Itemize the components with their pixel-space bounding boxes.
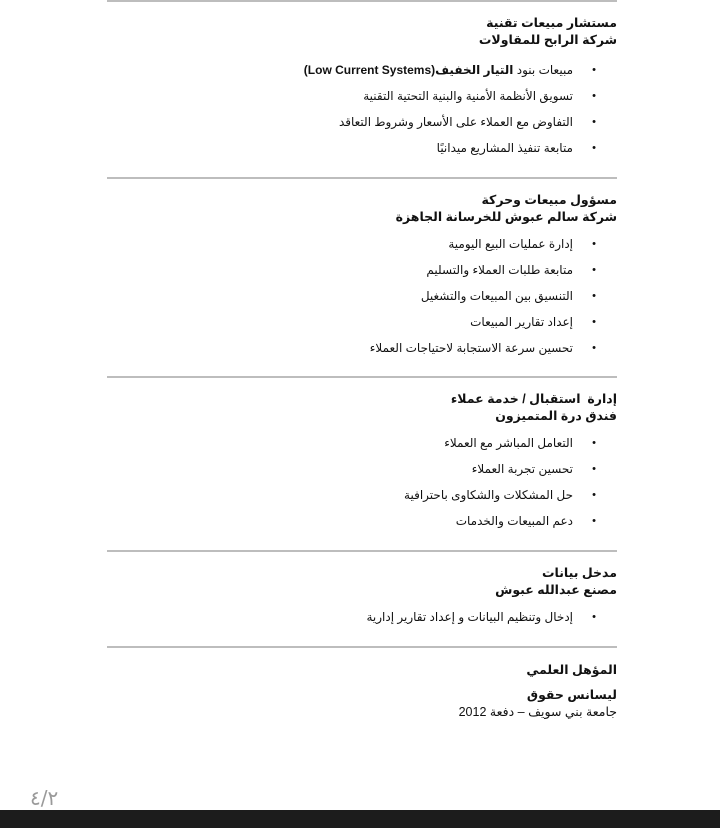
- university-name: جامعة بني سويف – دفعة 2012: [458, 705, 617, 719]
- bullet-icon: •: [592, 437, 596, 449]
- bullet-icon: •: [592, 515, 596, 527]
- degree-title: ليسانس حقوق: [526, 688, 617, 702]
- job-title: إدارة استقبال / خدمة عملاء: [450, 392, 617, 406]
- list-item: [107, 482, 617, 508]
- duties-list: [107, 231, 617, 361]
- item-text: إدخال وتنظيم البيانات و إعداد تقارير إدارية: [366, 610, 573, 624]
- bullet-icon: •: [592, 463, 596, 475]
- list-item: [107, 604, 617, 630]
- bottom-bar: [0, 810, 720, 828]
- list-item: [107, 257, 617, 283]
- company-name: مصنع عبدالله عبوش: [495, 583, 617, 597]
- bullet-icon: •: [592, 264, 596, 276]
- company-name: فندق درة المتميزون: [495, 409, 617, 423]
- item-text: تسويق الأنظمة الأمنية والبنية التحتية التقنية: [363, 89, 573, 103]
- bullet-icon: •: [592, 238, 596, 250]
- job-section: [107, 552, 617, 630]
- job-section: [107, 378, 617, 534]
- bullet-icon: •: [592, 290, 596, 302]
- list-item: [107, 508, 617, 534]
- education-section: [107, 662, 617, 721]
- list-item: [107, 231, 617, 257]
- list-item: [107, 57, 617, 83]
- job-section: [107, 2, 617, 161]
- company-name: شركة سالم عبوش للخرسانة الجاهزة: [395, 210, 617, 224]
- bullet-icon: •: [592, 116, 596, 128]
- job-section: [107, 179, 617, 361]
- job-title: مستشار مبيعات تقنية: [486, 16, 617, 30]
- item-text: التفاوض مع العملاء على الأسعار وشروط التعاقد: [338, 115, 573, 129]
- bullet-icon: •: [592, 90, 596, 102]
- page-number: ٤/٢: [30, 786, 59, 810]
- job-title: مسؤول مبيعات وحركة: [481, 193, 617, 207]
- item-text: التنسيق بين المبيعات والتشغيل: [420, 289, 573, 303]
- item-text: متابعة طلبات العملاء والتسليم: [426, 263, 573, 277]
- bullet-icon: •: [592, 316, 596, 328]
- bullet-icon: •: [592, 611, 596, 623]
- education-heading: المؤهل العلمي: [526, 663, 617, 677]
- item-bold-text: التيار الخفيف: [435, 63, 514, 77]
- section-divider: [107, 646, 617, 648]
- list-item: [107, 135, 617, 161]
- bullet-icon: •: [592, 64, 596, 76]
- duties-list: [107, 430, 617, 534]
- company-name: شركة الرابح للمقاولات: [478, 33, 617, 47]
- duties-list: [107, 604, 617, 630]
- list-item: [107, 283, 617, 309]
- bullet-icon: •: [592, 489, 596, 501]
- item-text: إعداد تقارير المبيعات: [470, 315, 573, 329]
- item-text: إدارة عمليات البيع اليومية: [448, 237, 573, 251]
- bullet-icon: •: [592, 142, 596, 154]
- duties-list: [107, 57, 617, 161]
- item-text: حل المشكلات والشكاوى باحترافية: [404, 488, 573, 502]
- job-title: مدخل بيانات: [541, 566, 617, 580]
- list-item: [107, 83, 617, 109]
- list-item: [107, 109, 617, 135]
- bullet-icon: •: [592, 342, 596, 354]
- list-item: [107, 430, 617, 456]
- item-text: مبيعات بنود: [513, 63, 573, 77]
- item-text: دعم المبيعات والخدمات: [455, 514, 573, 528]
- resume-page: [107, 0, 617, 721]
- item-ltr-text: (Low Current Systems): [303, 63, 436, 77]
- item-text: التعامل المباشر مع العملاء: [444, 436, 573, 450]
- list-item: [107, 309, 617, 335]
- list-item: [107, 335, 617, 361]
- list-item: [107, 456, 617, 482]
- item-text: متابعة تنفيذ المشاريع ميدانيًا: [436, 141, 573, 155]
- item-text: تحسين سرعة الاستجابة لاحتياجات العملاء: [369, 341, 573, 355]
- item-text: تحسين تجربة العملاء: [471, 462, 573, 476]
